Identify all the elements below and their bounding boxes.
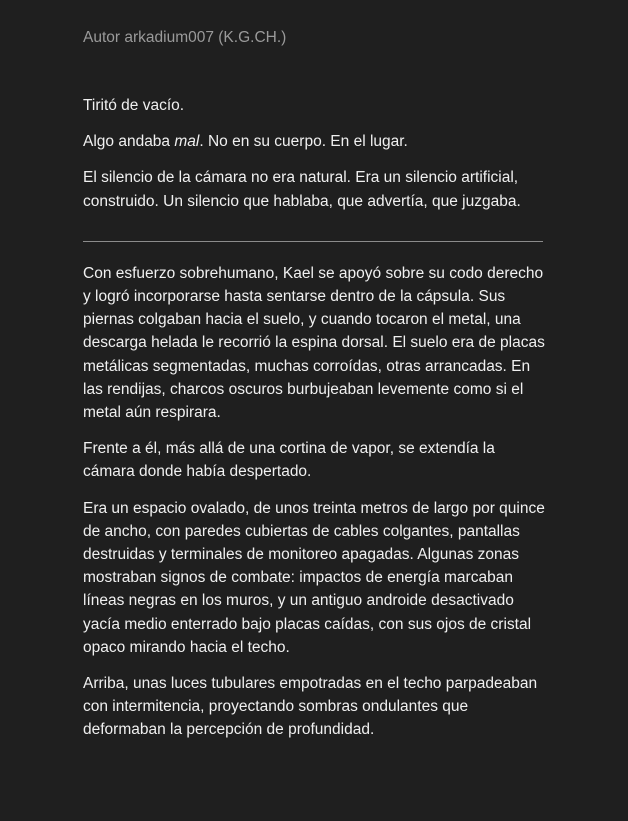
paragraph-4: Con esfuerzo sobrehumano, Kael se apoyó sobre su codo derecho y logró incorporarse hasta sentarse dentro de la cápsula. Sus piernas colgaban hacia el suelo, y cuando tocaron el metal, una descarga helada le recorrió la espina dorsal. El suelo era de placas metálicas segmentadas, muchas corroídas, otras arrancadas. En las rendijas, charcos oscuros burbujeaban levemente como si el metal aún respirara. bbox=[83, 264, 545, 422]
paragraph-5: Frente a él, más allá de una cortina de vapor, se extendía la cámara donde había despertado. bbox=[83, 440, 495, 481]
author-line: Autor arkadium007 (K.G.CH.) bbox=[83, 29, 287, 46]
paragraph-1: Tiritó de vacío. bbox=[83, 97, 185, 114]
paragraph-2 bbox=[83, 130, 545, 153]
paragraph-2-end: . No en su cuerpo. En el lugar. bbox=[199, 133, 408, 151]
paragraph-6: Era un espacio ovalado, de unos treinta metros de largo por quince de ancho, con paredes cubiertas de cables colgantes, pantallas destruidas y terminales de monitoreo apagadas. Algunas zonas mostraban signos de combate: impactos de energía marcaban líneas negras en los muros, y un antiguo androide desactivado yacía medio enterrado bajo placas caídas, con sus ojos de cristal opaco mirando hacia el techo. bbox=[83, 499, 545, 656]
paragraph-7: Arriba, unas luces tubulares empotradas en el techo parpadeaban con intermitencia, proyectando sombras ondulantes que deformaban la percepción de profundidad. bbox=[83, 675, 538, 739]
paragraph-2-emphasis: mal bbox=[174, 133, 200, 151]
paragraph-3: El silencio de la cámara no era natural. Era un silencio artificial, construido. Un silencio que hablaba, que advertía, que juzgaba. bbox=[83, 169, 521, 210]
section-divider bbox=[83, 241, 543, 242]
paragraph-2-start: Algo andaba bbox=[83, 133, 175, 151]
